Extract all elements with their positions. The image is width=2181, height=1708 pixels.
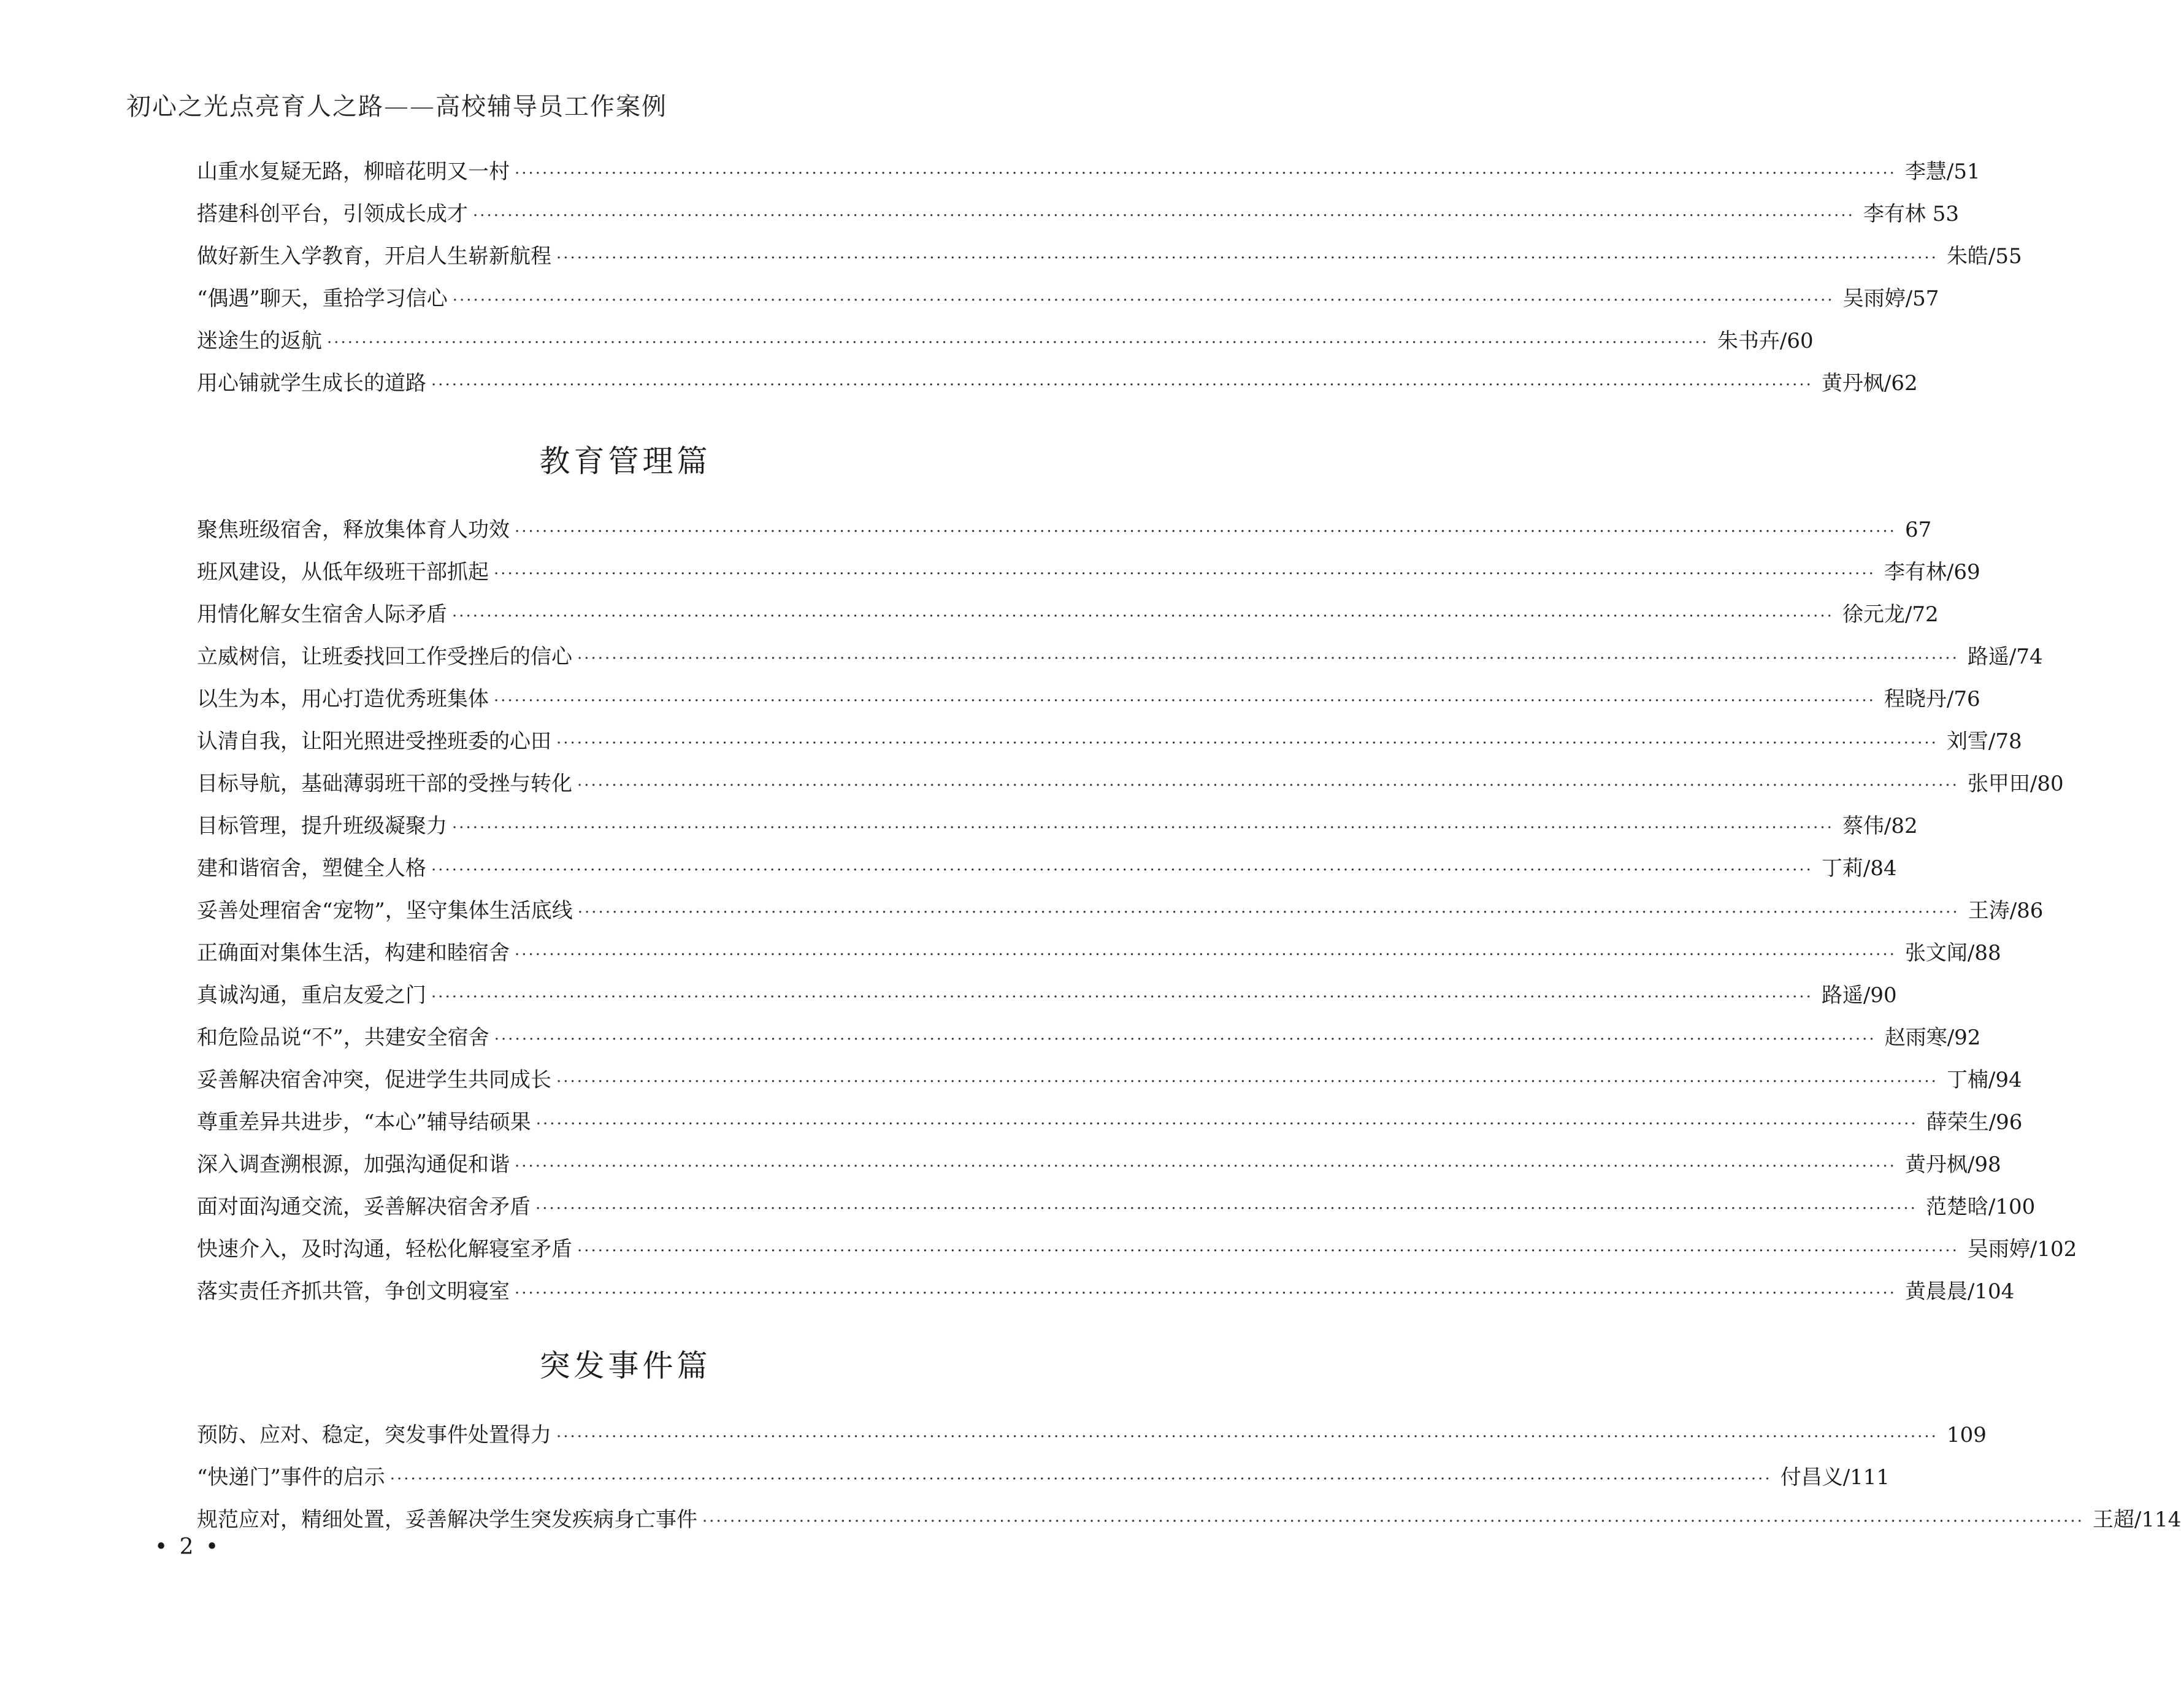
entry-author-page: 109 xyxy=(1946,1423,1987,1447)
toc-entry[interactable] xyxy=(197,978,1897,1021)
dot-leader: ········································································································································································································ xyxy=(556,249,1938,267)
toc-entry[interactable] xyxy=(197,1418,1987,1460)
entry-author-page: 蔡伟/82 xyxy=(1842,814,1918,838)
dot-leader: ········································································································································································································ xyxy=(515,1157,1896,1176)
entry-author-page: 王涛/86 xyxy=(1968,898,2044,923)
dot-leader: ········································································································································································································ xyxy=(515,164,1896,183)
entry-author-page: 朱书卉/60 xyxy=(1717,329,1814,353)
toc-entry[interactable] xyxy=(197,1190,2036,1232)
entry-title: 和危险品说“不”，共建安全宿舍 xyxy=(197,1025,489,1050)
entry-title: 真诚沟通，重启友爱之门 xyxy=(197,983,426,1008)
toc-entry[interactable] xyxy=(197,513,1932,555)
toc-entry[interactable] xyxy=(197,155,1980,197)
dot-leader: ········································································································································································································ xyxy=(494,565,1876,583)
toc-entry[interactable] xyxy=(197,894,2044,936)
entry-title: 做好新生入学教育，开启人生崭新航程 xyxy=(197,244,551,269)
toc-group-continued xyxy=(197,155,2022,408)
entry-author-page: 李慧/51 xyxy=(1904,159,1980,184)
entry-title: 聚焦班级宿舍，释放集体育人功效 xyxy=(197,518,510,542)
entry-author-page: 王超/114 xyxy=(2092,1507,2181,1532)
entry-title: 山重水复疑无路，柳暗花明又一村 xyxy=(197,159,510,184)
entry-author-page: 张甲田/80 xyxy=(1967,772,2064,796)
dot-leader: ········································································································································································································ xyxy=(515,523,1896,541)
entry-author-page: 赵雨寒/92 xyxy=(1884,1025,1981,1050)
entry-author-page: 付昌义/111 xyxy=(1780,1465,1890,1490)
section-title-emergencies: 突发事件篇 xyxy=(539,1348,711,1384)
entry-title: 以生为本，用心打造优秀班集体 xyxy=(197,687,489,711)
toc-entry[interactable] xyxy=(197,1460,1890,1503)
dot-leader: ········································································································································································································ xyxy=(431,988,1813,1006)
entry-author-page: 李有林 53 xyxy=(1863,202,1960,226)
dot-leader: ········································································································································································································ xyxy=(556,734,1938,753)
dot-leader: ········································································································································································································ xyxy=(452,819,1834,837)
toc-entry[interactable] xyxy=(197,1503,2181,1545)
entry-title: 用心铺就学生成长的道路 xyxy=(197,371,426,396)
toc-entry[interactable] xyxy=(197,324,1814,366)
toc-entry[interactable] xyxy=(197,597,1939,640)
entry-title: 深入调查溯根源，加强沟通促和谐 xyxy=(197,1152,510,1177)
toc-entry[interactable] xyxy=(197,851,1897,894)
entry-author-page: 吴雨婷/102 xyxy=(1967,1237,2077,1262)
toc-entry[interactable] xyxy=(197,682,1980,724)
entry-author-page: 黄晨晨/104 xyxy=(1904,1279,2015,1304)
entry-title: 目标管理，提升班级凝聚力 xyxy=(197,814,447,838)
entry-author-page: 吴雨婷/57 xyxy=(1842,286,1939,311)
dot-leader: ········································································································································································································ xyxy=(327,334,1709,352)
dot-leader: ········································································································································································································ xyxy=(577,776,1959,795)
dot-leader: ········································································································································································································ xyxy=(535,1115,1918,1133)
entry-title: 规范应对，精细处置，妥善解决学生突发疾病身亡事件 xyxy=(197,1507,697,1532)
entry-author-page: 黄丹枫/98 xyxy=(1904,1152,2001,1177)
entry-author-page: 朱皓/55 xyxy=(1946,244,2022,269)
toc-group-education-management xyxy=(197,513,2077,1317)
entry-title: 迷途生的返航 xyxy=(197,329,322,353)
dot-leader: ········································································································································································································ xyxy=(431,861,1813,879)
dot-leader: ········································································································································································································ xyxy=(515,1284,1896,1303)
entry-author-page: 丁楠/94 xyxy=(1946,1068,2022,1092)
toc-entry[interactable] xyxy=(197,1105,2023,1147)
dot-leader: ········································································································································································································ xyxy=(556,1428,1938,1446)
entry-title: 落实责任齐抓共管，争创文明寝室 xyxy=(197,1279,510,1304)
running-header: 初心之光点亮育人之路——高校辅导员工作案例 xyxy=(126,93,667,121)
entry-author-page: 李有林/69 xyxy=(1884,560,1980,584)
entry-title: 建和谐宿舍，塑健全人格 xyxy=(197,856,426,881)
dot-leader: ········································································································································································································ xyxy=(494,692,1876,710)
toc-group-emergencies xyxy=(197,1418,2181,1545)
toc-entry[interactable] xyxy=(197,936,2001,978)
toc-entry[interactable] xyxy=(197,197,1960,239)
entry-title: “偶遇”聊天，重拾学习信心 xyxy=(197,286,448,311)
entry-author-page: 薛荣生/96 xyxy=(1926,1110,2023,1135)
dot-leader: ········································································································································································································ xyxy=(577,1242,1959,1260)
entry-author-page: 徐元龙/72 xyxy=(1842,602,1939,627)
toc-entry[interactable] xyxy=(197,1147,2001,1190)
entry-title: 用情化解女生宿舍人际矛盾 xyxy=(197,602,447,627)
dot-leader: ········································································································································································································ xyxy=(577,649,1959,668)
dot-leader: ········································································································································································································ xyxy=(431,376,1813,394)
dot-leader: ········································································································································································································ xyxy=(473,207,1855,225)
entry-title: 妥善解决宿舍冲突，促进学生共同成长 xyxy=(197,1068,551,1092)
entry-author-page: 路遥/74 xyxy=(1967,645,2043,669)
entry-author-page: 路遥/90 xyxy=(1821,983,1897,1008)
entry-title: “快递门”事件的启示 xyxy=(197,1465,385,1490)
toc-entry[interactable] xyxy=(197,640,2043,682)
entry-title: 妥善处理宿舍“宠物”，坚守集体生活底线 xyxy=(197,898,573,923)
entry-title: 预防、应对、稳定，突发事件处置得力 xyxy=(197,1423,551,1447)
toc-entry[interactable] xyxy=(197,239,2022,281)
dot-leader: ········································································································································································································ xyxy=(494,1030,1876,1049)
entry-title: 搭建科创平台，引领成长成才 xyxy=(197,202,468,226)
entry-title: 正确面对集体生活，构建和睦宿舍 xyxy=(197,941,510,965)
entry-author-page: 程晓丹/76 xyxy=(1884,687,1980,711)
entry-author-page: 范楚晗/100 xyxy=(1925,1195,2036,1219)
entry-title: 认清自我，让阳光照进受挫班委的心田 xyxy=(197,729,551,754)
page-number: • 2 • xyxy=(155,1534,221,1560)
entry-title: 目标导航，基础薄弱班干部的受挫与转化 xyxy=(197,772,572,796)
dot-leader: ········································································································································································································ xyxy=(389,1470,1772,1488)
toc-entry[interactable] xyxy=(197,1021,1981,1063)
entry-title: 尊重差异共进步，“本心”辅导结硕果 xyxy=(197,1110,531,1135)
section-title-education-management: 教育管理篇 xyxy=(539,443,711,479)
toc-entry[interactable] xyxy=(197,366,1918,408)
dot-leader: ········································································································································································································ xyxy=(556,1073,1938,1091)
toc-entry[interactable] xyxy=(197,1063,2022,1105)
toc-entry[interactable] xyxy=(197,809,1918,851)
toc-entry[interactable] xyxy=(197,555,1980,597)
toc-entry[interactable] xyxy=(197,767,2064,809)
toc-entry[interactable] xyxy=(197,1232,2077,1274)
entry-author-page: 丁莉/84 xyxy=(1821,856,1897,881)
dot-leader: ········································································································································································································ xyxy=(702,1512,2084,1531)
toc-entry[interactable] xyxy=(197,724,2022,767)
entry-title: 快速介入，及时沟通，轻松化解寝室矛盾 xyxy=(197,1237,572,1262)
entry-author-page: 张文闻/88 xyxy=(1904,941,2001,965)
entry-author-page: 刘雪/78 xyxy=(1946,729,2022,754)
dot-leader: ········································································································································································································ xyxy=(577,903,1960,922)
dot-leader: ········································································································································································································ xyxy=(535,1200,1917,1218)
entry-title: 面对面沟通交流，妥善解决宿舍矛盾 xyxy=(197,1195,531,1219)
dot-leader: ········································································································································································································ xyxy=(452,607,1834,626)
dot-leader: ········································································································································································································ xyxy=(515,946,1896,964)
toc-entry[interactable] xyxy=(197,281,1939,324)
entry-author-page: 67 xyxy=(1904,518,1932,542)
toc-entry[interactable] xyxy=(197,1274,2015,1317)
entry-author-page: 黄丹枫/62 xyxy=(1821,371,1918,396)
entry-title: 班风建设，从低年级班干部抓起 xyxy=(197,560,489,584)
entry-title: 立威树信，让班委找回工作受挫后的信心 xyxy=(197,645,572,669)
dot-leader: ········································································································································································································ xyxy=(452,291,1834,310)
